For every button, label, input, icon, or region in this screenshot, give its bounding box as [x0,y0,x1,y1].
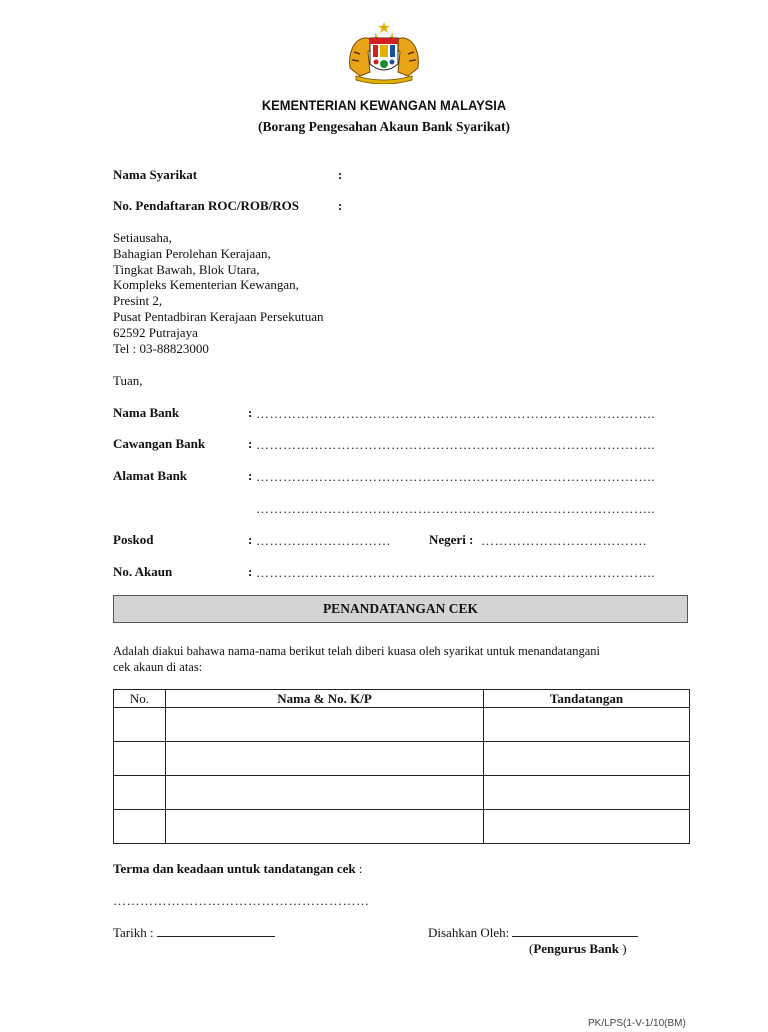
row-signature-cell[interactable] [484,708,690,742]
row-no-cell[interactable] [114,776,166,810]
table-row [114,810,690,844]
address-phone: Tel : 03-88823000 [113,341,209,356]
bank-address-label: Alamat Bank [113,468,188,483]
postcode-label: Poskod [113,532,154,547]
bank-name-colon: : [248,405,253,420]
bank-branch-colon: : [248,436,253,451]
row-no-cell[interactable] [114,742,166,776]
postcode-colon: : [248,532,253,547]
cheque-signatory-section-header [113,595,688,623]
bank-manager-caption [529,941,627,957]
date-field[interactable] [157,925,275,937]
address-line: Kompleks Kementerian Kewangan, [113,277,299,292]
column-header-name-ic: Nama & No. K/P [166,690,484,708]
table-row [114,708,690,742]
form-code: PK/LPS(1-V-1/10(BM) [588,1018,686,1029]
row-signature-cell[interactable] [484,742,690,776]
bank-branch-field[interactable]: …………………………………………………………………………….. [256,437,655,452]
row-signature-cell[interactable] [484,776,690,810]
column-header-signature: Tandatangan [484,690,690,708]
address-line: Pusat Pentadbiran Kerajaan Persekutuan [113,309,324,324]
registration-no-colon: : [338,198,343,213]
address-line: Setiausaha, [113,230,172,245]
company-name-colon: : [338,167,343,182]
company-name-label: Nama Syarikat [113,167,198,182]
terms-label: Terma dan keadaan untuk tandatangan cek [113,861,356,876]
coat-of-arms-logo [346,22,422,84]
ministry-title: KEMENTERIAN KEWANGAN MALAYSIA [261,97,507,113]
verified-by-row [428,925,638,941]
table-header-row [114,690,690,708]
table-row [114,776,690,810]
address-line: 62592 Putrajaya [113,325,198,340]
row-no-cell[interactable] [114,810,166,844]
bank-name-field[interactable]: …………………………………………………………………………….. [256,406,655,421]
row-name-ic-cell[interactable] [166,776,484,810]
terms-field[interactable]: ………………………………………………… [113,893,370,908]
address-line: Tingkat Bawah, Blok Utara, [113,262,260,277]
bank-branch-label: Cawangan Bank [113,436,206,451]
row-name-ic-cell[interactable] [166,708,484,742]
address-line: Bahagian Perolehan Kerajaan, [113,246,271,261]
bank-manager-label: Pengurus Bank [533,941,619,956]
salutation: Tuan, [113,373,143,388]
terms-heading [113,861,363,877]
authorization-statement-line2: cek akaun di atas: [113,660,203,674]
row-no-cell[interactable] [114,708,166,742]
bank-address-colon: : [248,468,253,483]
authorization-statement-line1: Adalah diakui bahawa nama-nama berikut telah diberi kuasa oleh syarikat untuk menandatangani [113,644,600,658]
address-line: Presint 2, [113,293,163,308]
verified-by-signature-field[interactable] [512,925,638,937]
account-no-label: No. Akaun [113,564,173,579]
bank-address-field-line2[interactable]: …………………………………………………………………………….. [256,501,655,516]
signatory-table [113,689,690,844]
date-row [113,925,275,941]
date-label: Tarikh : [113,925,154,940]
row-signature-cell[interactable] [484,810,690,844]
bank-manager-open-paren: ( [529,941,534,956]
row-name-ic-cell[interactable] [166,810,484,844]
form-subtitle: (Borang Pengesahan Akaun Bank Syarikat) [257,119,511,134]
terms-colon: : [358,861,363,876]
registration-no-label: No. Pendaftaran ROC/ROB/ROS [113,198,299,213]
table-row [114,742,690,776]
state-field[interactable]: ………………………………. [481,533,647,548]
bank-address-field[interactable]: …………………………………………………………………………….. [256,469,655,484]
state-label: Negeri : [429,532,474,547]
account-no-colon: : [248,564,253,579]
bank-name-label: Nama Bank [113,405,180,420]
section-title: PENANDATANGAN CEK [322,601,479,616]
postcode-field[interactable]: ………………………… [256,533,391,548]
verified-by-label: Disahkan Oleh: [428,925,510,940]
account-no-field[interactable]: …………………………………………………………………………….. [256,565,655,580]
bank-manager-close-paren: ) [622,941,627,956]
row-name-ic-cell[interactable] [166,742,484,776]
column-header-no: No. [114,690,166,708]
